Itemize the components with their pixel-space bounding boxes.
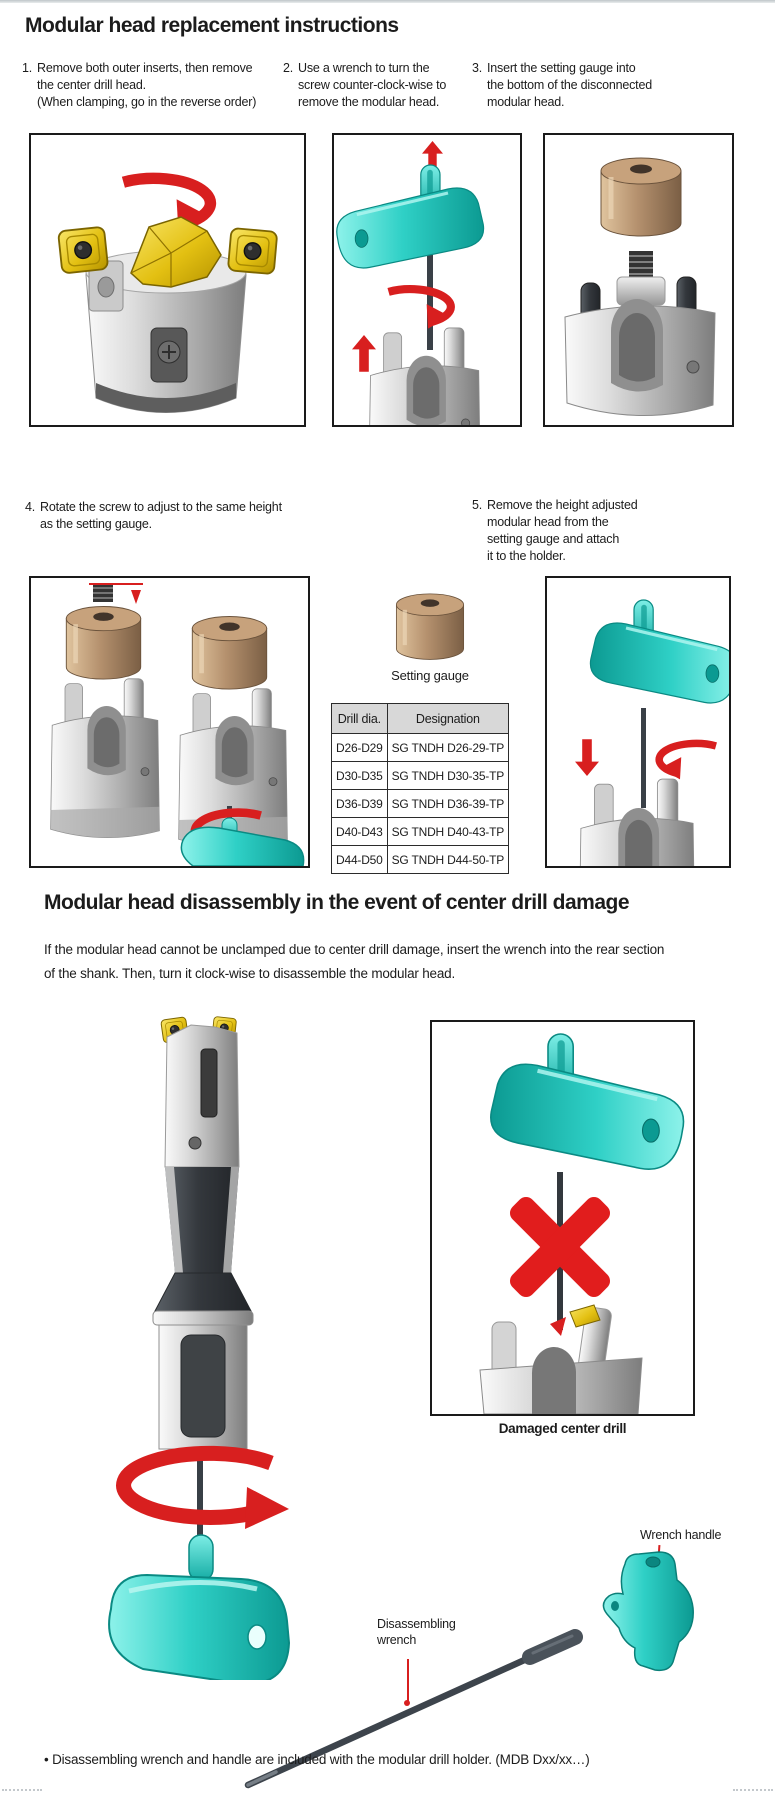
tee-wrench [590, 600, 729, 703]
designation-cell: SG TNDH D26-29-TP [387, 734, 508, 762]
wrench-shaft [427, 255, 433, 350]
modular-head [369, 328, 481, 425]
disassembling-wrench-illustration [228, 1613, 593, 1798]
step-5-number: 5. [472, 498, 483, 512]
step-1-line: the center drill head. [37, 78, 146, 92]
setting-gauge-figure [388, 588, 472, 668]
disassembling-wrench-label: Disassembling wrench [377, 1617, 456, 1647]
paragraph-line: of the shank. Then, turn it clock-wise to disassemble the modular head. [44, 965, 456, 981]
step-1-number: 1. [22, 61, 33, 75]
section2-paragraph [44, 938, 750, 985]
step-1-line: Remove both outer inserts, then remove [37, 61, 253, 75]
designation-cell: SG TNDH D40-43-TP [387, 818, 508, 846]
rotation-arrow-icon [659, 743, 716, 779]
rotation-arrow-icon [124, 1453, 289, 1529]
tee-wrench [491, 1034, 684, 1169]
wrench-shaft [641, 708, 646, 808]
step-5 [472, 497, 672, 565]
wrench-handle-part-illustration [595, 1550, 705, 1675]
paragraph-line: If the modular head cannot be unclamped due to center drill damage, insert the wrench into the rear section [44, 942, 665, 957]
drill-dia-cell: D36-D39 [332, 790, 388, 818]
remove-inserts-illustration [31, 135, 304, 425]
page-corner-marks [733, 1789, 773, 1791]
drill-holder-disassembly-illustration [95, 1015, 310, 1680]
modular-head [579, 779, 695, 866]
step-4-line: Rotate the screw to adjust to the same height [40, 500, 282, 514]
setting-gauge [192, 617, 266, 690]
figure-unscrew-wrench [332, 133, 522, 427]
step-3-line: modular head. [487, 95, 565, 109]
step-3-line: Insert the setting gauge into [487, 61, 636, 75]
drill-dia-cell: D40-D43 [332, 818, 388, 846]
step-5-line: it to the holder. [487, 549, 566, 563]
step-2-number: 2. [283, 61, 294, 75]
step-3 [472, 60, 672, 111]
setting-gauge [601, 158, 681, 236]
step-1-line: (When clamping, go in the reverse order) [37, 95, 257, 109]
table-row [332, 818, 509, 846]
step-5-line: modular head from the [487, 515, 609, 529]
figure-remove-from-gauge [545, 576, 731, 868]
step-5-line: setting gauge and attach [487, 532, 620, 546]
step-4-number: 4. [25, 500, 36, 514]
footnote: • Disassembling wrench and handle are included with the modular drill holder. (MDB Dxx/xx…) [44, 1752, 590, 1767]
designation-cell: SG TNDH D44-50-TP [387, 846, 508, 874]
outer-insert-left [58, 227, 108, 274]
figure-remove-inserts [29, 133, 306, 427]
page-corner-marks [2, 1789, 42, 1791]
remove-from-gauge-illustration [547, 578, 729, 866]
damaged-center-drill-illustration [432, 1022, 693, 1414]
threaded-stud [629, 251, 653, 277]
step-4 [25, 499, 325, 533]
designation-table [331, 703, 509, 874]
step-3-number: 3. [472, 61, 483, 75]
setting-gauge [66, 607, 140, 680]
step-2 [283, 60, 463, 111]
step-2-line: remove the modular head. [298, 95, 440, 109]
modular-head [51, 679, 160, 838]
designation-cell: SG TNDH D30-35-TP [387, 762, 508, 790]
adjust-height-illustration [31, 578, 308, 866]
drill-dia-cell: D30-D35 [332, 762, 388, 790]
step-2-line: screw counter-clock-wise to [298, 78, 447, 92]
table-header-row [332, 704, 509, 734]
page-title: Modular head replacement instructions [25, 14, 399, 37]
step-3-line: the bottom of the disconnected [487, 78, 652, 92]
section2-title: Modular head disassembly in the event of center drill damage [44, 891, 629, 914]
step-2-line: Use a wrench to turn the [298, 61, 430, 75]
step-1 [22, 60, 272, 111]
down-arrow-icon [575, 739, 599, 776]
col-header-drill-dia: Drill dia. [332, 704, 388, 734]
insert-gauge-illustration [545, 135, 732, 425]
outer-insert-right [228, 228, 278, 274]
center-drill-head [131, 217, 221, 287]
top-rule [0, 0, 775, 3]
figure-damaged-center-drill [430, 1020, 695, 1416]
drill-dia-cell: D44-D50 [332, 846, 388, 874]
designation-cell: SG TNDH D36-39-TP [387, 790, 508, 818]
rotation-arrow-icon [389, 289, 451, 328]
step-4-line: as the setting gauge. [40, 517, 152, 531]
table-row [332, 762, 509, 790]
table-row [332, 790, 509, 818]
step-5-line: Remove the height adjusted [487, 498, 638, 512]
unscrew-wrench-illustration [334, 135, 520, 425]
setting-gauge-label: Setting gauge [391, 668, 469, 683]
down-arrow-icon [131, 590, 141, 604]
figure-insert-gauge [543, 133, 734, 427]
table-row [332, 734, 509, 762]
figure-adjust-height [29, 576, 310, 868]
wrench-handle-label: Wrench handle [640, 1528, 722, 1542]
tee-wrench [337, 165, 484, 268]
table-row [332, 846, 509, 874]
col-header-designation: Designation [387, 704, 508, 734]
damaged-center-drill-label: Damaged center drill [498, 1421, 627, 1436]
up-arrow-icon [352, 335, 376, 372]
drill-dia-cell: D26-D29 [332, 734, 388, 762]
wrench-shaft [197, 1449, 203, 1541]
